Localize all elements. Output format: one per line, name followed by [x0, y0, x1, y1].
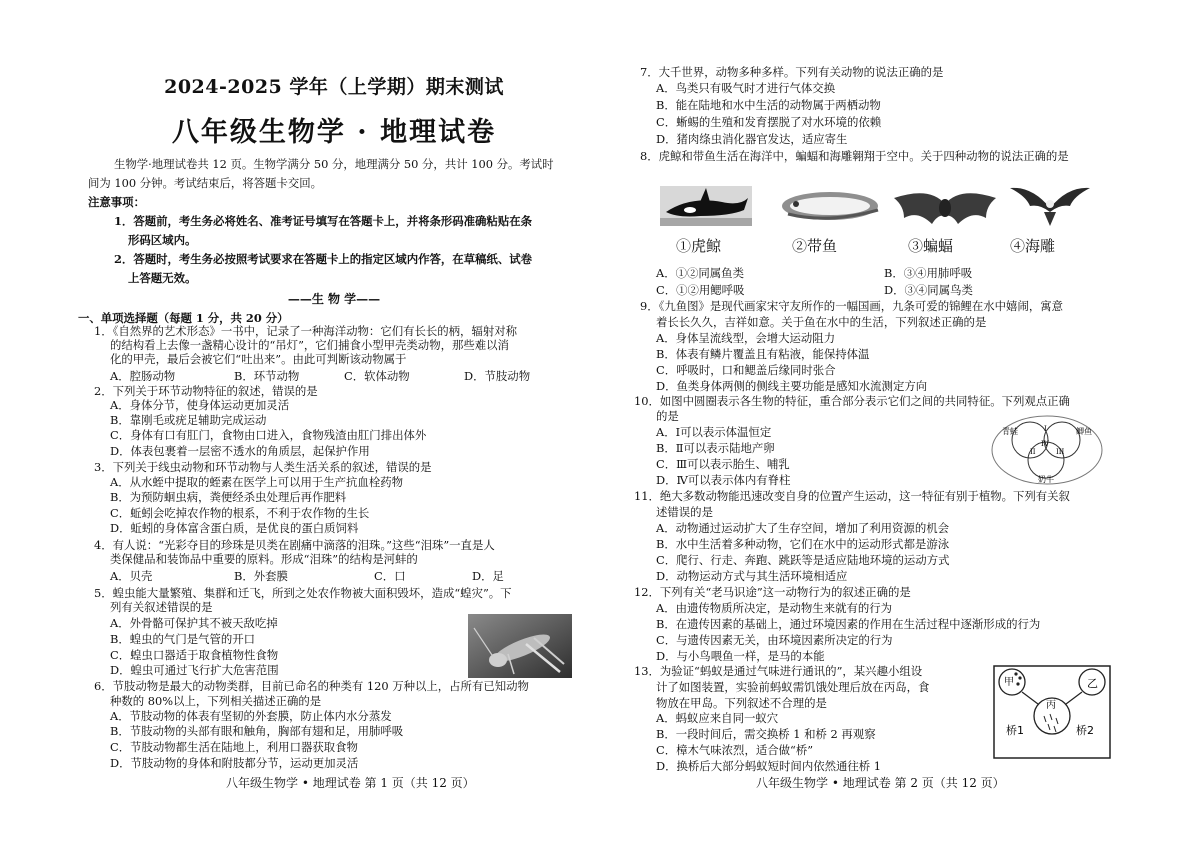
- q2-option: A．身体分节，使身体运动更加灵活: [110, 398, 290, 412]
- animal-label-hairtail: ②带鱼: [792, 237, 838, 255]
- notice-line: 1．答题前，考生务必将姓名、准考证号填写在答题卡上，并将条形码准确粘贴在条: [114, 214, 532, 228]
- q2-option: D．体表包裹着一层密不透水的角质层，起保护作用: [110, 444, 370, 458]
- q7-option: A．鸟类只有吸气时才进行气体交换: [656, 81, 836, 95]
- q1-option-a: A．腔肠动物: [110, 369, 176, 383]
- q3-option: D．蚯蚓的身体富含蛋白质，是优良的蛋白质饲料: [110, 521, 359, 535]
- q7-option: D．猪肉绦虫消化器官发达，适应寄生: [656, 132, 848, 146]
- question-7: 7．大千世界，动物多种多样。下列有关动物的说法正确的是: [640, 65, 944, 79]
- venn-label-cow: 奶牛: [1038, 475, 1054, 484]
- q8-option-b: B．③④用肺呼吸: [884, 266, 973, 280]
- question-1-cont: 化的甲壳，最后会被它们“吐出来”。由此可判断该动物属于: [110, 352, 407, 366]
- q7-option: B．能在陆地和水中生活的动物属于两栖动物: [656, 98, 881, 112]
- grasshopper-photo: [468, 614, 572, 678]
- q10-option: D．Ⅳ可以表示体内有脊柱: [656, 473, 791, 487]
- venn-region-4: IV: [1041, 440, 1049, 448]
- question-10: 10．如图中圆圈表示各生物的特征，重合部分表示它们之间的共同特征。下列观点正确: [634, 394, 1070, 408]
- q11-option: B．水中生活着多种动物，它们在水中的运动形式都是游泳: [656, 537, 950, 551]
- bridge-1-label: 桥1: [1006, 724, 1024, 737]
- question-3: 3．下列关于线虫动物和环节动物与人类生活关系的叙述，错误的是: [94, 460, 432, 474]
- question-5: 5．蝗虫能大量繁殖、集群和迁飞，所到之处农作物被大面积毁坏，造成“蝗灾”。下: [94, 586, 512, 600]
- q5-option: B．蝗虫的气门是气管的开口: [110, 632, 256, 646]
- q11-option: D．动物运动方式与其生活环境相适应: [656, 569, 848, 583]
- animal-label-orca: ①虎鲸: [676, 237, 722, 255]
- island-bing-label: 丙: [1046, 700, 1056, 711]
- q10-option: B．Ⅱ可以表示陆地产卵: [656, 441, 775, 455]
- q3-option: B．为预防蛔虫病，粪便经杀虫处理后再作肥料: [110, 490, 347, 504]
- q11-option: C．爬行、行走、奔跑、跳跃等是适应陆地环境的运动方式: [656, 553, 950, 567]
- q9-option: A．身体呈流线型，会增大运动阻力: [656, 331, 836, 345]
- venn-label-frog: 青蛙: [1002, 427, 1018, 436]
- q13-option: C．樟木气味浓烈，适合做“桥”: [656, 743, 814, 757]
- orca-image: [660, 186, 752, 226]
- q3-option: C．蚯蚓会吃掉农作物的根系，不利于农作物的生长: [110, 506, 370, 520]
- notice-line: 上答题无效。: [128, 271, 197, 285]
- q6-option: B．节肢动物的头部有眼和触角，胸部有翅和足，用肺呼吸: [110, 724, 404, 738]
- q3-option: A．从水蛭中提取的蛭素在医学上可以用于生产抗血栓药物: [110, 475, 403, 489]
- question-6-cont: 种数的 80%以上，下列相关描述正确的是: [110, 694, 322, 708]
- question-4-cont: 类保健品和装饰品中重要的原料。形成“泪珠”的结构是河蚌的: [110, 552, 418, 566]
- animal-label-eagle: ④海雕: [1010, 237, 1056, 255]
- question-12: 12．下列有关“老马识途”这一动物行为的叙述正确的是: [634, 585, 911, 599]
- question-9: 9．《九鱼图》是现代画家宋守友所作的一幅国画，九条可爱的锦鲤在水中嬉闹，寓意: [640, 299, 1064, 313]
- notice-line: 2．答题时，考生务必按照考试要求在答题卡上的指定区域内作答，在草稿纸、试卷: [114, 252, 532, 266]
- q12-option: B．在遗传因素的基础上，通过环境因素的作用在生活过程中逐渐形成的行为: [656, 617, 1041, 631]
- q1-option-c: C．软体动物: [344, 369, 410, 383]
- question-13-cont: 计了如图装置，实验前蚂蚁需饥饿处理后放在丙岛，食: [656, 680, 930, 694]
- q8-option-a: A．①②同属鱼类: [656, 266, 744, 280]
- q13-option: D．换桥后大部分蚂蚁短时间内依然通往桥 1: [656, 759, 882, 773]
- q5-option: C．蝗虫口器适于取食植物性食物: [110, 648, 279, 662]
- q13-option: B．一段时间后，需交换桥 1 和桥 2 再观察: [656, 727, 876, 741]
- island-yi-label: 乙: [1087, 677, 1098, 690]
- venn-region-2: II: [1030, 448, 1036, 456]
- venn-label-carp: 鲫鱼: [1076, 427, 1092, 436]
- intro-line: 间为 100 分钟。考试结束后，将答题卡交回。: [88, 176, 323, 190]
- page-footer-left: 八年级生物学 • 地理试卷 第 1 页（共 12 页）: [226, 776, 475, 790]
- question-11: 11．绝大多数动物能迅速改变自身的位置产生运动，这一特征有别于植物。下列有关叙: [634, 489, 1070, 503]
- q4-option-b: B．外套膜: [234, 569, 288, 583]
- section-heading: ——生 物 学——: [287, 292, 381, 306]
- question-10-cont: 的是: [656, 409, 679, 423]
- q4-option-c: C．口: [374, 569, 406, 583]
- q11-option: A．动物通过运动扩大了生存空间，增加了利用资源的机会: [656, 521, 949, 535]
- question-5-cont: 列有关叙述错误的是: [110, 600, 213, 614]
- question-1-cont: 的结构看上去像一盏精心设计的“吊灯”，它们捕食小型甲壳类动物，那些难以消: [110, 338, 509, 352]
- intro-line: 生物学·地理试卷共 12 页。生物学满分 50 分，地理满分 50 分，共计 100 分。考试时: [114, 157, 554, 171]
- question-13-cont: 物放在甲岛。下列叙述不合理的是: [656, 696, 827, 710]
- exam-main-title: 八年级生物学 · 地理试卷: [171, 117, 497, 148]
- q7-option: C．蜥蜴的生殖和发育摆脱了对水环境的依赖: [656, 115, 882, 129]
- bat-image: [890, 184, 1000, 234]
- question-8: 8．虎鲸和带鱼生活在海洋中，蝙蝠和海雕翱翔于空中。关于四种动物的说法正确的是: [640, 149, 1069, 163]
- question-9-cont: 着长长久久，吉祥如意。关于鱼在水中的生活，下列叙述正确的是: [656, 315, 987, 329]
- q9-option: B．体表有鳞片覆盖且有粘液，能保持体温: [656, 347, 870, 361]
- venn-region-3: III: [1056, 448, 1065, 456]
- hairtail-image: [778, 188, 882, 228]
- q1-option-b: B．环节动物: [234, 369, 300, 383]
- q1-option-d: D．节肢动物: [464, 369, 531, 383]
- q5-option: D．蝗虫可通过飞行扩大危害范围: [110, 663, 279, 677]
- left-page: [78, 0, 580, 847]
- q10-option: A．Ⅰ可以表示体温恒定: [656, 425, 772, 439]
- island-jia-label: 甲: [1004, 677, 1014, 688]
- q6-option: C．节肢动物都生活在陆地上，利用口器获取食物: [110, 740, 358, 754]
- venn-region-1: I: [1044, 425, 1047, 433]
- q8-option-d: D．③④同属鸟类: [884, 283, 973, 297]
- page-footer-right: 八年级生物学 • 地理试卷 第 2 页（共 12 页）: [756, 776, 1005, 790]
- q6-option: D．节肢动物的身体和附肢都分节，运动更加灵活: [110, 756, 359, 770]
- q12-option: D．与小鸟喂鱼一样，是马的本能: [656, 649, 825, 663]
- q4-option-a: A．贝壳: [110, 569, 153, 583]
- question-2: 2．下列关于环节动物特征的叙述，错误的是: [94, 384, 318, 398]
- q12-option: A．由遗传物质所决定，是动物生来就有的行为: [656, 601, 893, 615]
- question-4: 4．有人说：“光彩夺目的珍珠是贝类在剧痛中滴落的泪珠。”这些“泪珠”一直是人: [94, 538, 495, 552]
- q5-option: A．外骨骼可保护其不被天敌吃掉: [110, 616, 278, 630]
- notice-line: 形码区域内。: [128, 233, 197, 247]
- q13-option: A．蚂蚁应来自同一蚁穴: [656, 711, 779, 725]
- q10-option: C．Ⅲ可以表示胎生、哺乳: [656, 457, 790, 471]
- question-1: 1．《自然界的艺术形态》一书中，记录了一种海洋动物：它们有长长的柄，辐射对称: [94, 324, 518, 338]
- question-13: 13．为验证“蚂蚁是通过气味进行通讯的”，某兴趣小组设: [634, 664, 923, 678]
- venn-diagram: [990, 414, 1104, 486]
- q8-option-c: C．①②用鳃呼吸: [656, 283, 745, 297]
- question-11-cont: 述错误的是: [656, 505, 713, 519]
- q4-option-d: D．足: [472, 569, 504, 583]
- question-6: 6．节肢动物是最大的动物类群，目前已命名的种类有 120 万种以上，占所有已知动物: [94, 679, 529, 693]
- exam-year-title: 2024-2025 学年（上学期）期末测试: [164, 76, 504, 98]
- part-heading: 一、单项选择题（每题 1 分，共 20 分）: [78, 311, 289, 325]
- q12-option: C．与遗传因素无关，由环境因素所决定的行为: [656, 633, 893, 647]
- q9-option: C．呼吸时，口和鳃盖后缘同时张合: [656, 363, 836, 377]
- q9-option: D．鱼类身体两侧的侧线主要功能是感知水流测定方向: [656, 379, 928, 393]
- bridge-2-label: 桥2: [1076, 724, 1094, 737]
- ant-experiment-diagram: [992, 664, 1112, 760]
- q2-option: B．靠刚毛或疣足辅助完成运动: [110, 413, 267, 427]
- q2-option: C．身体有口有肛门，食物由口进入，食物残渣由肛门排出体外: [110, 428, 427, 442]
- q6-option: A．节肢动物的体表有坚韧的外套膜，防止体内水分蒸发: [110, 709, 392, 723]
- eagle-image: [1008, 182, 1092, 230]
- animal-label-bat: ③蝙蝠: [908, 237, 954, 255]
- notice-label: 注意事项：: [88, 195, 145, 209]
- right-page: [632, 0, 1172, 847]
